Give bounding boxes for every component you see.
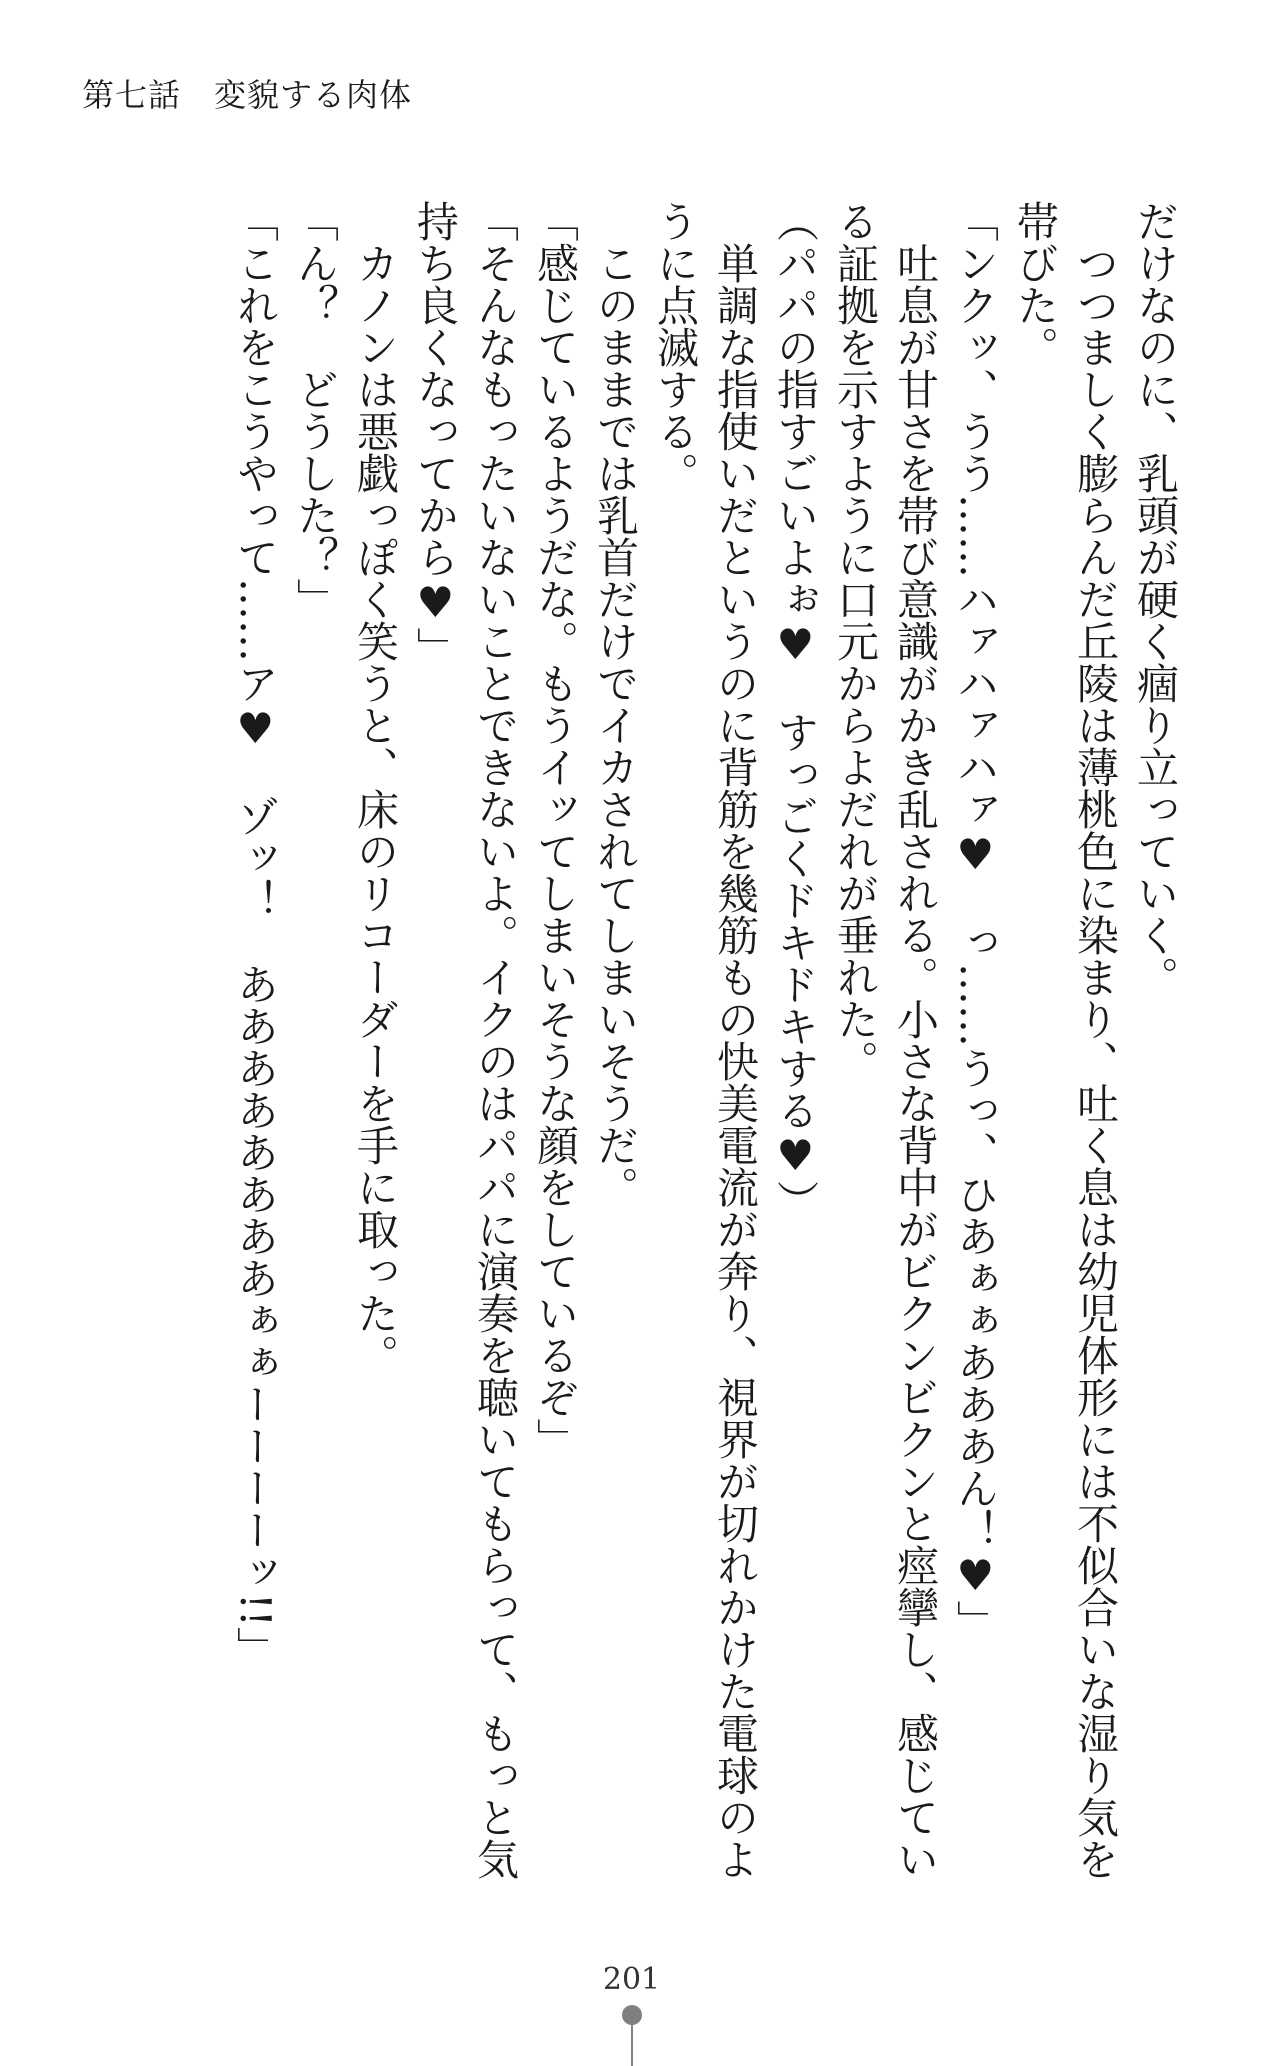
text-line: うに点滅する。 [651, 200, 700, 494]
body-text [225, 200, 1185, 1890]
marker-line [631, 2023, 633, 2066]
text-line: 「これをこうやって……ア♥ ゾッ！ ああああああああぁぁーーーーッ!!」 [231, 200, 280, 1669]
text-line: 「感じているようだな。もうイッてしまいそうな顔をしているぞ」 [531, 200, 580, 1460]
text-line: 「そんなもったいないことできないよ。イクのはパパに演奏を聴いてもらって、もっと気 [471, 200, 520, 1880]
page-marker-icon [622, 2005, 642, 2066]
text-line: 帯びた。 [1011, 200, 1060, 368]
text-line: る証拠を示すように口元からよだれが垂れた。 [831, 200, 880, 1082]
text-line: 吐息が甘さを帯び意識がかき乱される。小さな背中がビクンビクンと痙攣し、感じてい [891, 200, 940, 1880]
page-number: 201 [602, 1962, 661, 1997]
text-line: 「ンクッ、うう……ハァハァハァ♥ っ……うっ、ひあぁぁあああん！♥」 [951, 200, 1000, 1642]
text-line: 「ん？ どうした？」 [291, 200, 340, 620]
text-line: カノンは悪戯っぽく笑うと、床のリコーダーを手に取った。 [351, 200, 400, 1376]
chapter-header: 第七話 変貌する肉体 [82, 76, 413, 114]
text-line: つつましく膨らんだ丘陵は薄桃色に染まり、吐く息は幼児体形には不似合いな湿り気を [1071, 200, 1120, 1880]
marker-dot [622, 2005, 642, 2025]
text-line: このままでは乳首だけでイカされてしまいそうだ。 [591, 200, 640, 1208]
text-line: （パパの指すごいよぉ♥ すっごくドキドキする♥） [771, 200, 820, 1222]
text-line: だけなのに、乳頭が硬く痼り立っていく。 [1131, 200, 1180, 998]
text-line: 持ち良くなってから♥」 [411, 200, 460, 669]
text-line: 単調な指使いだというのに背筋を幾筋もの快美電流が奔り、視界が切れかけた電球のよ [711, 200, 760, 1880]
